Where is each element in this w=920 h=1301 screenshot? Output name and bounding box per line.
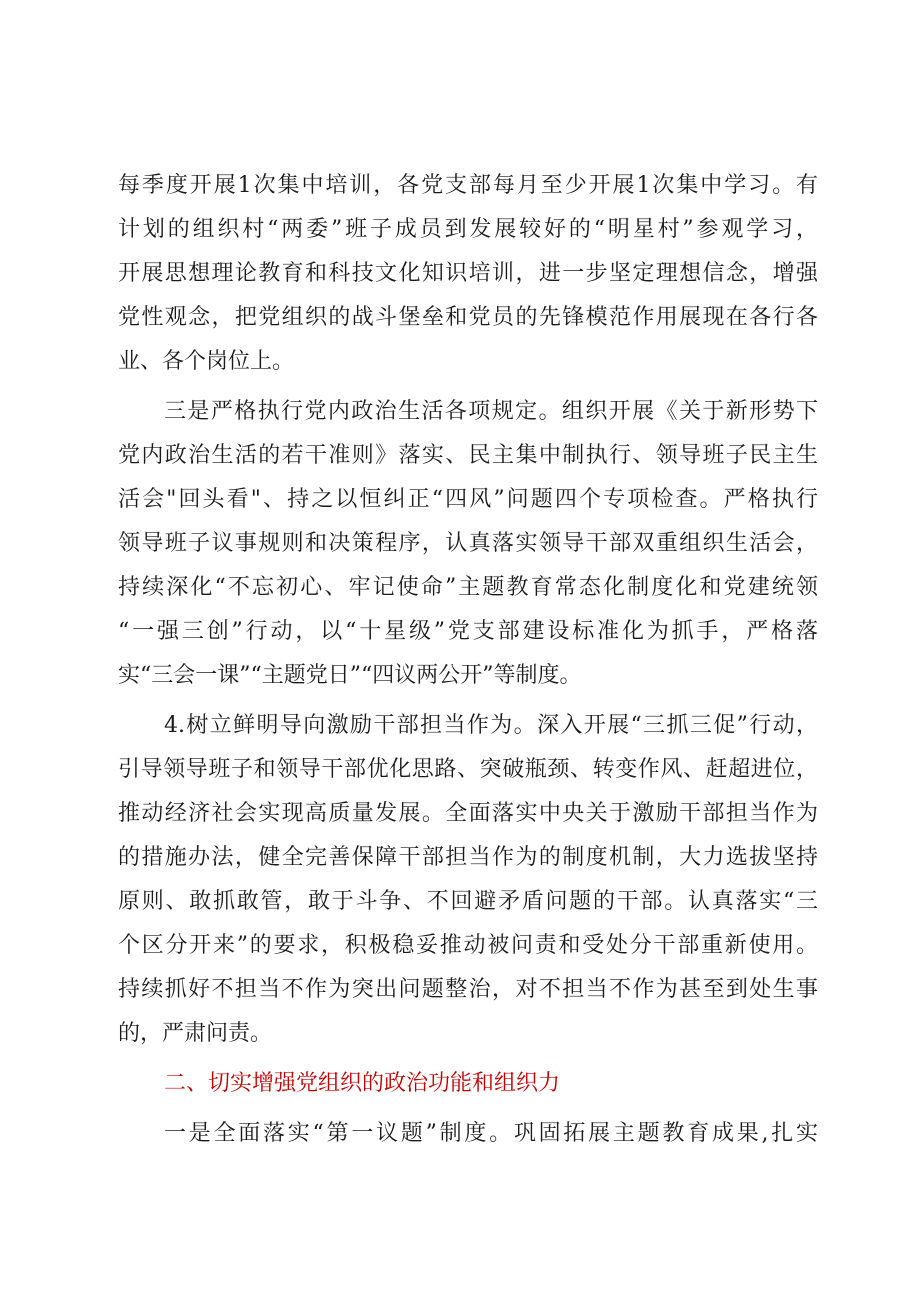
paragraph-line: 4.树立鲜明导向激励干部担当作为。深入开展“三抓三促”行动， (164, 713, 818, 738)
paragraph-line: 个区分开来”的要求，积极稳妥推动被问责和受处分干部重新使用。 (118, 933, 818, 958)
paragraph-line: 一是全面落实“第一议题”制度。巩固拓展主题教育成果,扎实 (164, 1121, 818, 1146)
paragraph-line: 开展思想理论教育和科技文化知识培训，进一步坚定理想信念，增强 (118, 261, 818, 286)
paragraph-line: 持续深化“不忘初心、牢记使命”主题教育常态化制度化和党建统领 (118, 575, 818, 600)
section-heading: 二、切实增强党组织的政治功能和组织力 (164, 1071, 561, 1096)
paragraph-line: 的措施办法，健全完善保障干部担当作为的制度机制，大力选拔坚持 (118, 845, 818, 870)
paragraph-line: 计划的组织村“两委”班子成员到发展较好的“明星村”参观学习， (118, 217, 818, 242)
paragraph-line: 业、各个岗位上。 (118, 349, 295, 374)
paragraph-line: 三是严格执行党内政治生活各项规定。组织开展《关于新形势下 (164, 399, 818, 424)
paragraph-line: 党性观念，把党组织的战斗堡垒和党员的先锋模范作用展现在各行各 (118, 305, 818, 330)
paragraph-line: 党内政治生活的若干准则》落实、民主集中制执行、领导班子民主生 (118, 443, 818, 468)
paragraph-line: 持续抓好不担当不作为突出问题整治，对不担当不作为甚至到处生事 (118, 977, 818, 1002)
paragraph-line: 实“三会一课”“主题党日”“四议两公开”等制度。 (118, 663, 582, 688)
paragraph-line: 原则、敢抓敢管，敢于斗争、不回避矛盾问题的干部。认真落实“三 (118, 889, 818, 914)
paragraph-line: 领导班子议事规则和决策程序，认真落实领导干部双重组织生活会， (118, 531, 818, 556)
paragraph-line: 每季度开展1次集中培训，各党支部每月至少开展1次集中学习。有 (118, 173, 818, 198)
paragraph-line: 活会"回头看"、持之以恒纠正“四风”问题四个专项检查。严格执行 (118, 487, 818, 512)
paragraph-line: 的，严肃问责。 (118, 1021, 273, 1046)
paragraph-line: 推动经济社会实现高质量发展。全面落实中央关于激励干部担当作为 (118, 801, 818, 826)
paragraph-line: 引导领导班子和领导干部优化思路、突破瓶颈、转变作风、赶超进位， (118, 757, 818, 782)
paragraph-line: “一强三创”行动，以“十星级”党支部建设标准化为抓手，严格落 (118, 619, 818, 644)
